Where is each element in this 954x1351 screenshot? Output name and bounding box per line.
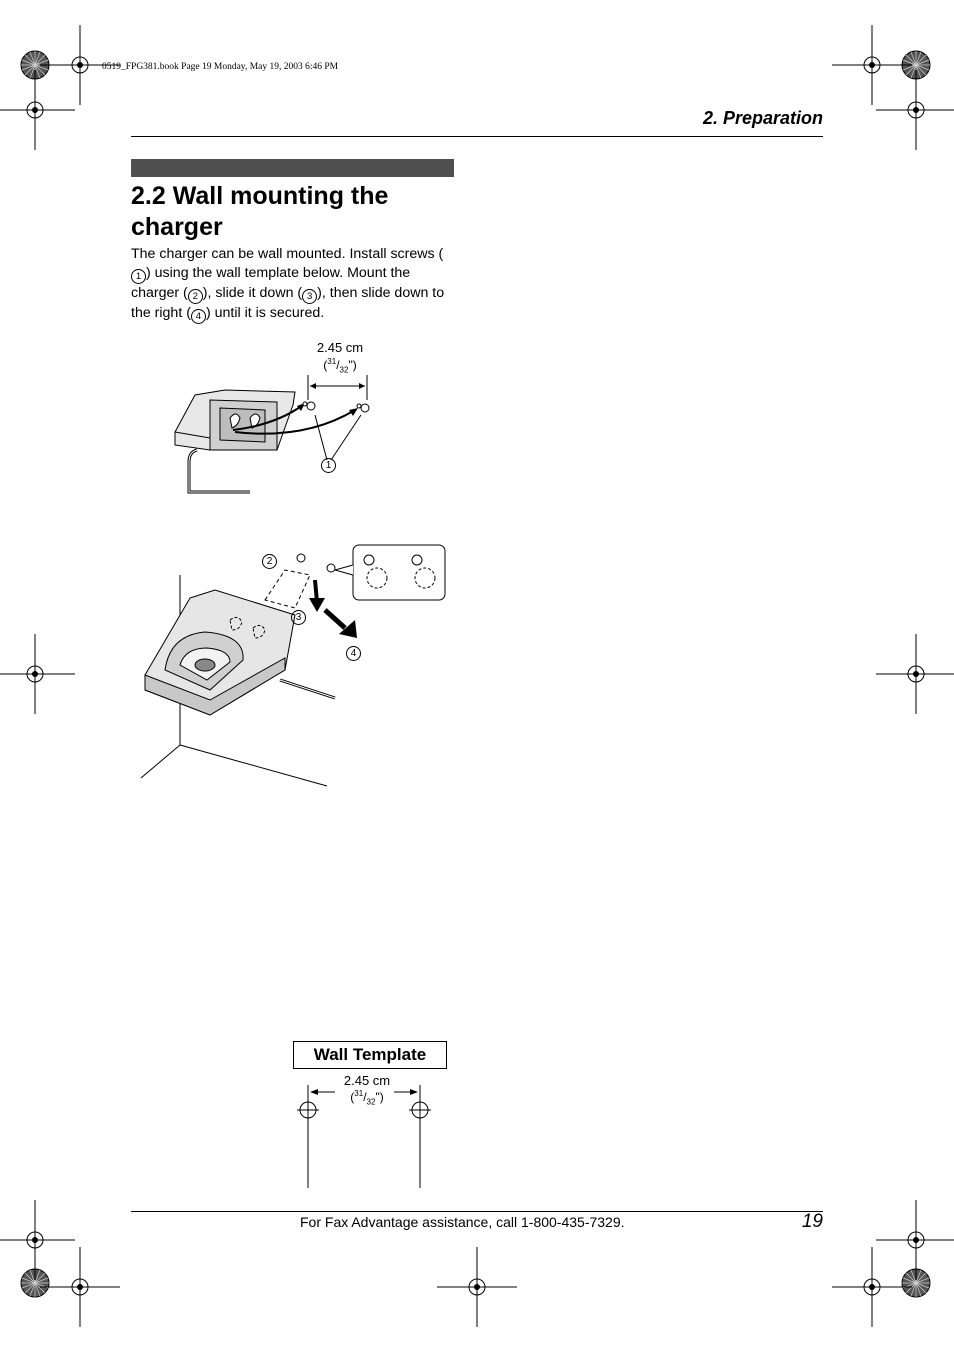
charger-wall-illustration [135, 540, 455, 790]
body-part: ) using the wall template below. Mount the charger ( [131, 264, 411, 301]
template-dimension-inch: $(^{31}/_{32}")$ [350, 1089, 384, 1107]
template-dimension-cm: 2.45 cm [343, 1073, 391, 1088]
print-info: 0519_FPG381.book Page 19 Monday, May 19, 2003 6:46 PM [102, 62, 339, 72]
section-body [131, 245, 456, 324]
figure-dimension-cm: 2.45 cm [316, 340, 364, 355]
step-marker-3: 3 [302, 289, 317, 304]
section-title: 2.2 Wall mounting the charger [131, 182, 389, 241]
body-part: The charger can be wall mounted. Install screws ( [131, 246, 444, 262]
wall-template-title: Wall Template [293, 1041, 447, 1069]
footer-rule [131, 1211, 823, 1212]
wall-template-marks [290, 1080, 440, 1190]
callout-1: 1 [321, 458, 336, 473]
body-part: ), slide it down ( [202, 284, 303, 301]
section-bar [131, 159, 454, 177]
step-marker-2: 2 [188, 289, 203, 304]
body-part: ), then slide down to the right ( [131, 284, 445, 321]
running-head: 2. Preparation [702, 108, 823, 128]
step-marker-1: 1 [131, 269, 146, 284]
body-part: ) until it is secured. [205, 304, 325, 321]
footer-assistance: For Fax Advantage assistance, call 1-800-435-7329. [300, 1214, 625, 1230]
step-marker-4: 4 [191, 309, 206, 324]
charger-back-illustration [165, 370, 405, 510]
header-rule [131, 136, 823, 137]
figure-dimension-inch: $(^{31}/_{32}")$ [323, 357, 357, 375]
callout-3: 3 [291, 610, 306, 625]
callout-4: 4 [346, 646, 361, 661]
callout-2: 2 [262, 554, 277, 569]
page-number: 19 [801, 1211, 823, 1232]
